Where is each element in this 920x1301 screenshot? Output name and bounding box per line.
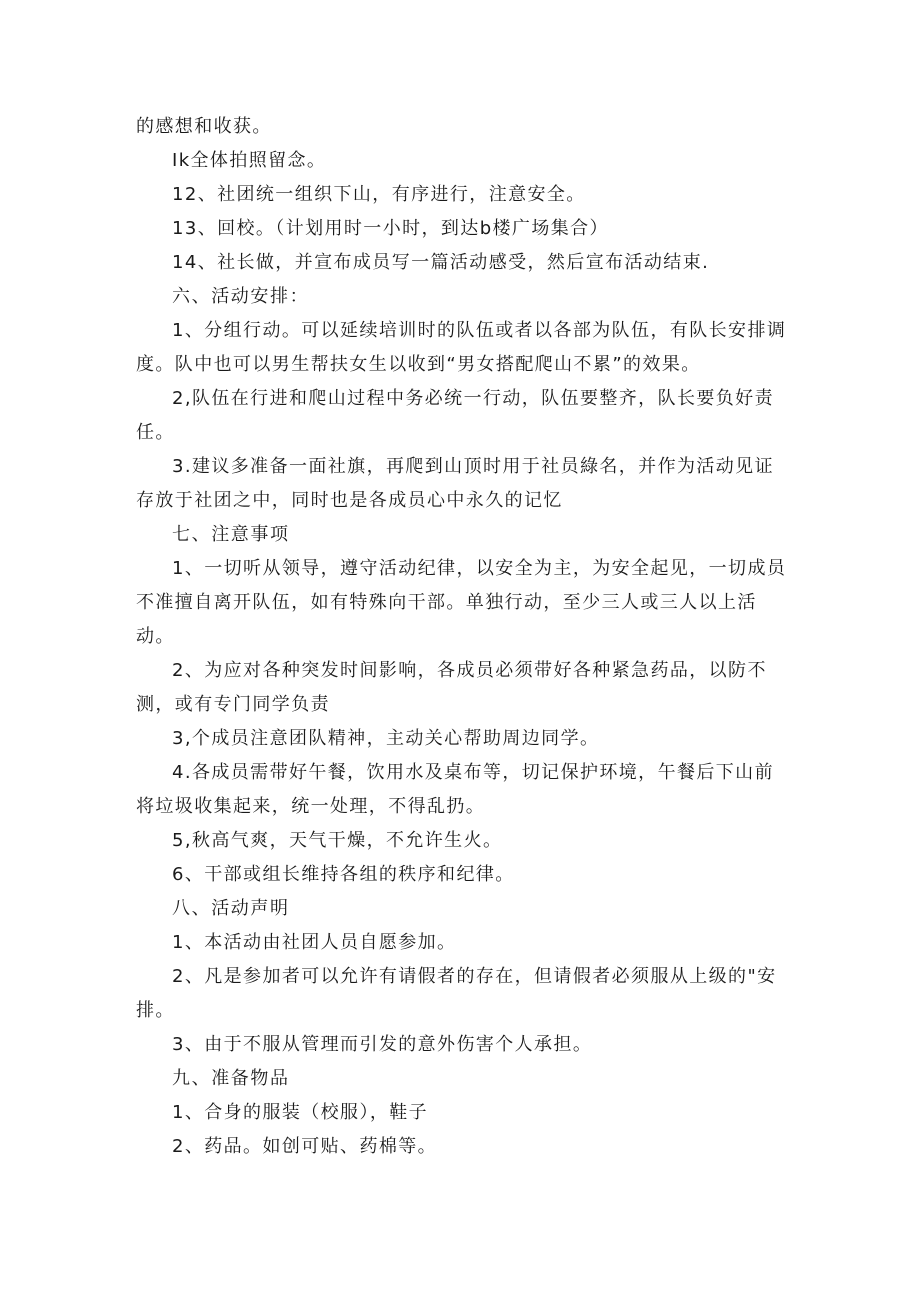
paragraph-supplies-2: 2、药品。如创可贴、药棉等。 <box>172 1136 438 1157</box>
paragraph-statement-3: 3、由于不服从管理而引发的意外伤害个人承担。 <box>172 1034 593 1055</box>
paragraph-precaution-2: 2、为应对各种突发时间影响，各成员必须带好各种紧急药品，以防不测，或有专门同学负责 <box>136 660 767 715</box>
section-heading-precautions: 七、注意事项 <box>172 524 290 545</box>
paragraph-statement-1: 1、本活动由社团人员自愿参加。 <box>172 932 457 953</box>
paragraph-item-11: Ik全体拍照留念。 <box>172 150 327 171</box>
paragraph-supplies-1: 1、合身的服装（校服），鞋子 <box>172 1102 429 1123</box>
section-heading-activity-statement: 八、活动声明 <box>172 898 290 919</box>
paragraph-statement-2: 2、凡是参加者可以允许有请假者的存在，但请假者必须服从上级的"安排。 <box>136 966 777 1021</box>
paragraph-arrangement-1: 1、分组行动。可以延续培训时的队伍或者以各部为队伍，有队长安排调度。队中也可以男生帮扶女生以收到“男女搭配爬山不累”的效果。 <box>136 320 787 375</box>
paragraph-item-13: 13、回校。（计划用时一小时，到达b楼广场集合） <box>172 218 609 239</box>
paragraph-item-14: 14、社长做，并宣布成员写一篇活动感受，然后宣布活动结束. <box>172 252 710 273</box>
paragraph-arrangement-2: 2,队伍在行进和爬山过程中务必统一行动，队伍要整齐，队长要负好责任。 <box>136 388 774 443</box>
paragraph-precaution-6: 6、干部或组长维持各组的秩序和纪律。 <box>172 864 515 885</box>
document-body <box>136 110 790 1164</box>
paragraph-precaution-4: 4.各成员需带好午餐，饮用水及桌布等，切记保护环境，午餐后下山前将垃圾收集起来，统一处理，不得乱扔。 <box>136 762 774 817</box>
paragraph-precaution-1: 1、一切听从领导，遵守活动纪律，以安全为主，为安全起见，一切成员不准擅自离开队伍，如有特殊向干部。单独行动，至少三人或三人以上活动。 <box>136 558 787 647</box>
paragraph-precaution-5: 5,秋高气爽，天气干燥，不允许生火。 <box>172 830 503 851</box>
paragraph-continuation: 的感想和收获。 <box>136 116 272 137</box>
paragraph-precaution-3: 3,个成员注意团队精神，主动关心帮助周边同学。 <box>172 728 600 749</box>
section-heading-supplies: 九、准备物品 <box>172 1068 290 1089</box>
section-heading-activity-arrangement: 六、活动安排： <box>172 286 310 307</box>
paragraph-arrangement-3: 3.建议多准备一面社旗，再爬到山顶时用于社员綠名，并作为活动见证存放于社团之中，同时也是各成员心中永久的记忆 <box>136 456 774 511</box>
paragraph-item-12: 12、社团统一组织下山，有序进行，注意安全。 <box>172 184 586 205</box>
